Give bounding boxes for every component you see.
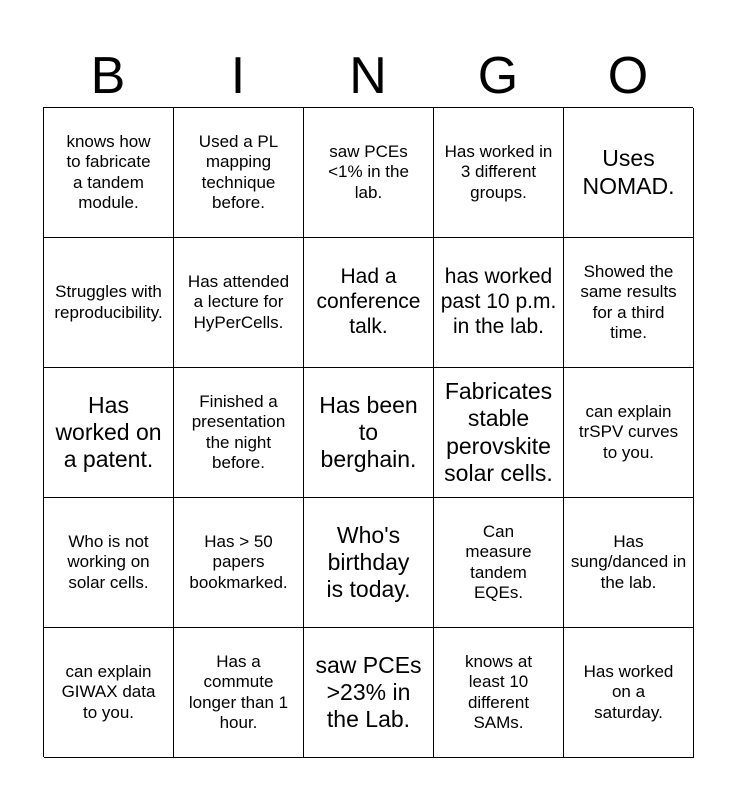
bingo-cell bbox=[564, 368, 694, 498]
bingo-cell bbox=[304, 108, 434, 238]
bingo-cell bbox=[564, 498, 694, 628]
cell-text: Has > 50 papers bookmarked. bbox=[189, 532, 288, 592]
bingo-cell bbox=[304, 238, 434, 368]
cell-text: Showed the same results for a third time. bbox=[580, 262, 677, 342]
bingo-header bbox=[43, 46, 693, 106]
header-letter-b: B bbox=[90, 47, 126, 105]
bingo-cell bbox=[434, 108, 564, 238]
cell-text: saw PCEs >23% in the Lab. bbox=[315, 651, 422, 733]
cell-text: Has sung/danced in the lab. bbox=[570, 532, 687, 592]
bingo-cell bbox=[304, 498, 434, 628]
cell-text: Struggles with reproducibility. bbox=[54, 282, 163, 322]
cell-text: can explain trSPV curves to you. bbox=[578, 402, 679, 462]
bingo-cell bbox=[434, 628, 564, 758]
header-letter-i: I bbox=[230, 47, 246, 105]
bingo-cell bbox=[434, 498, 564, 628]
cell-text: Has a commute longer than 1 hour. bbox=[188, 652, 289, 732]
cell-text: Who is not working on solar cells. bbox=[67, 532, 150, 592]
bingo-cell bbox=[304, 368, 434, 498]
cell-text: Fabricates stable perovskite solar cells. bbox=[444, 378, 553, 486]
bingo-cell bbox=[434, 368, 564, 498]
bingo-cell bbox=[174, 238, 304, 368]
bingo-cell bbox=[44, 108, 174, 238]
bingo-cell bbox=[174, 498, 304, 628]
cell-text: Used a PL mapping technique before. bbox=[198, 132, 279, 212]
cell-text: Has attended a lecture for HyPerCells. bbox=[187, 272, 290, 332]
bingo-cell bbox=[304, 628, 434, 758]
cell-text: Had a conference talk. bbox=[316, 265, 421, 338]
bingo-cell bbox=[174, 368, 304, 498]
bingo-cell bbox=[174, 108, 304, 238]
header-letter-g: G bbox=[477, 47, 519, 105]
cell-text: Can measure tandem EQEs. bbox=[465, 522, 532, 602]
bingo-cell bbox=[564, 108, 694, 238]
header-letter-o: O bbox=[607, 47, 649, 105]
bingo-cell bbox=[44, 238, 174, 368]
cell-text: Has worked on a saturday. bbox=[583, 662, 674, 722]
bingo-grid bbox=[43, 107, 693, 757]
bingo-cell bbox=[44, 368, 174, 498]
header-letter-n: N bbox=[349, 47, 387, 105]
cell-text: knows at least 10 different SAMs. bbox=[464, 652, 533, 732]
cell-text: Has worked in 3 different groups. bbox=[444, 142, 553, 202]
cell-text: knows how to fabricate a tandem module. bbox=[66, 132, 151, 212]
cell-text: Has worked on a patent. bbox=[55, 391, 162, 473]
cell-text: has worked past 10 p.m. in the lab. bbox=[440, 265, 557, 338]
bingo-cell bbox=[44, 498, 174, 628]
bingo-cell bbox=[174, 628, 304, 758]
cell-text: saw PCEs <1% in the lab. bbox=[328, 142, 409, 202]
cell-text: Uses NOMAD. bbox=[582, 145, 675, 199]
bingo-cell bbox=[564, 238, 694, 368]
cell-text: can explain GIWAX data to you. bbox=[61, 662, 156, 722]
bingo-cell bbox=[44, 628, 174, 758]
bingo-cell bbox=[564, 628, 694, 758]
bingo-cell bbox=[434, 238, 564, 368]
cell-text: Finished a presentation the night before. bbox=[191, 392, 286, 472]
cell-text: Who's birthday is today. bbox=[326, 521, 411, 603]
cell-text: Has been to berghain. bbox=[319, 391, 418, 473]
